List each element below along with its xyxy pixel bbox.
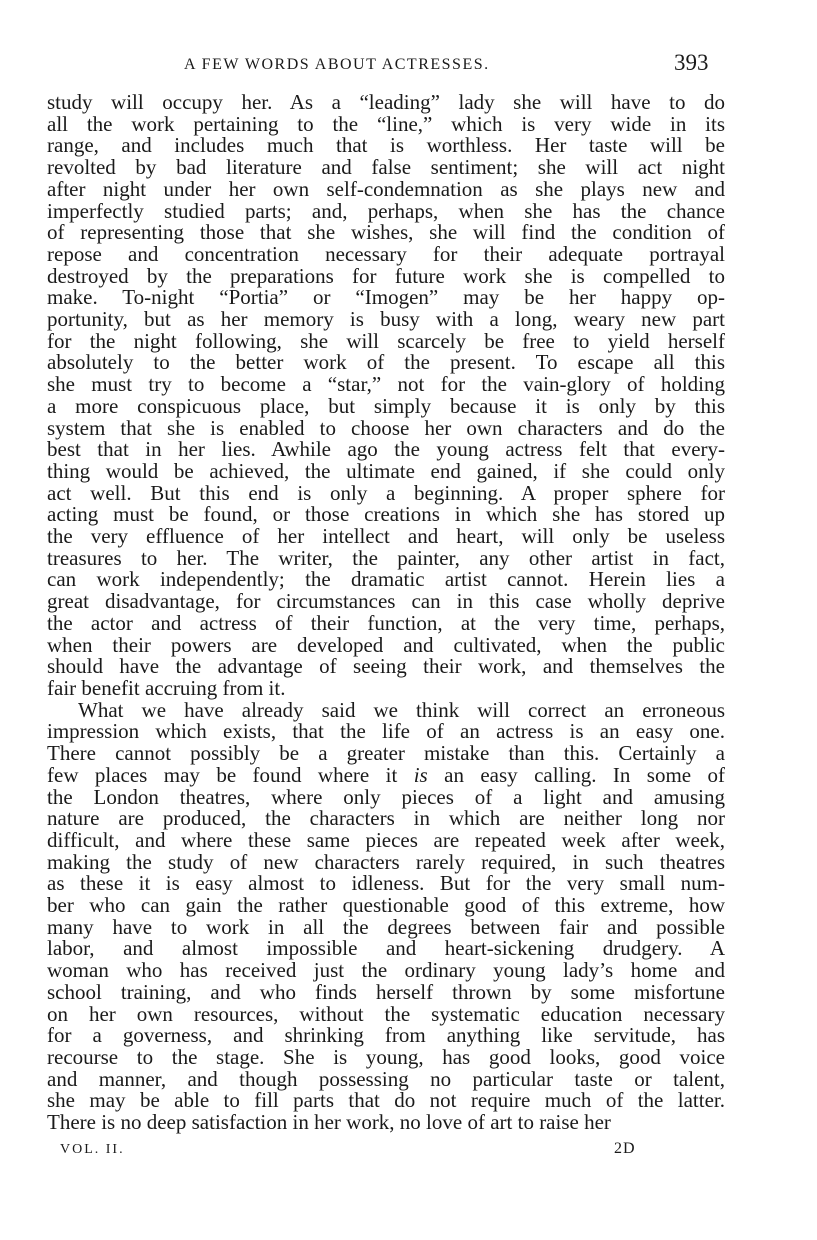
- text-line: for a governess, and shrinking from anything like servitude, has: [47, 1023, 725, 1048]
- text-line: woman who has received just the ordinary young lady’s home and: [47, 958, 725, 983]
- text-line: school training, and who finds herself thrown by some misfortune: [47, 979, 725, 1004]
- text-line: thing would be achieved, the ultimate end gained, if she could only: [47, 458, 725, 483]
- text-line: There is no deep satisfaction in her work, no love of art to raise her: [47, 1110, 611, 1135]
- text-line: make. To-night “Portia” or “Imogen” may be her happy op-: [47, 285, 725, 310]
- text-line: of representing those that she wishes, she will find the condition of: [47, 220, 725, 245]
- text-line: few places may be found where it is an easy calling. In some of: [47, 762, 726, 787]
- signature-mark: 2D: [614, 1140, 636, 1157]
- text-line: should have the advantage of seeing their work, and themselves the: [47, 654, 725, 679]
- text-line: the very effluence of her intellect and heart, will only be useless: [47, 524, 725, 549]
- text-line: the London theatres, where only pieces of a light and amusing: [47, 784, 725, 809]
- running-title: A FEW WORDS ABOUT ACTRESSES.: [184, 56, 490, 73]
- text-line: What we have already said we think will correct an erroneous: [78, 697, 725, 722]
- text-line: destroyed by the preparations for future work she is compelled to: [47, 263, 725, 288]
- text-line: range, and includes much that is worthless. Her taste will be: [47, 133, 725, 158]
- text-line: great disadvantage, for circumstances can in this case wholly deprive: [47, 589, 725, 614]
- text-line: nature are produced, the characters in which are neither long nor: [47, 806, 725, 831]
- text-line: all the work pertaining to the “line,” which is very wide in its: [47, 111, 725, 136]
- text-line: impression which exists, that the life of an actress is an easy one.: [47, 719, 725, 744]
- text-line: treasures to her. The writer, the painter, any other artist in fact,: [47, 545, 725, 570]
- text-line: recourse to the stage. She is young, has good looks, good voice: [47, 1044, 725, 1069]
- text-line: when their powers are developed and cultivated, when the public: [47, 632, 725, 657]
- text-line: best that in her lies. Awhile ago the young actress felt that every-: [47, 437, 725, 462]
- text-line: study will occupy her. As a “leading” lady she will have to do: [47, 90, 725, 114]
- text-line: act well. But this end is only a beginning. A proper sphere for: [47, 480, 725, 505]
- text-line: labor, and almost impossible and heart-sickening drudgery. A: [47, 936, 725, 961]
- text-line: acting must be found, or those creations in which she has stored up: [47, 502, 725, 527]
- text-line: revolted by bad literature and false sentiment; she will act night: [47, 155, 725, 180]
- text-line: for the night following, she will scarcely be free to yield herself: [47, 328, 725, 353]
- page-number: 393: [674, 50, 709, 75]
- text-line: making the study of new characters rarely required, in such theatres: [47, 849, 725, 874]
- text-line: repose and concentration necessary for their adequate portrayal: [47, 241, 725, 266]
- text-line: difficult, and where these same pieces are repeated week after week,: [47, 827, 725, 852]
- text-line: after night under her own self-condemnation as she plays new and: [47, 176, 725, 201]
- text-line: and manner, and though possessing no particular taste or talent,: [47, 1066, 725, 1091]
- text-line: she may be able to fill parts that do not require much of the latter.: [47, 1088, 725, 1113]
- text-line: fair benefit accruing from it.: [47, 675, 286, 700]
- text-line: absolutely to the better work of the present. To escape all this: [47, 350, 725, 375]
- text-line: ber who can gain the rather questionable good of this extreme, how: [47, 893, 725, 918]
- text-line: portunity, but as her memory is busy with a long, weary new part: [47, 307, 725, 332]
- text-line: many have to work in all the degrees between fair and possible: [47, 914, 725, 939]
- text-line: system that she is enabled to choose her own characters and do the: [47, 415, 725, 440]
- text-line: There cannot possibly be a greater mistake than this. Certainly a: [47, 741, 725, 766]
- text-line: on her own resources, without the systematic education necessary: [47, 1001, 725, 1026]
- text-line: can work independently; the dramatic artist cannot. Herein lies a: [47, 567, 725, 592]
- text-body: [47, 92, 725, 1134]
- text-line: as these it is easy almost to idleness. But for the very small num-: [47, 871, 725, 896]
- page-footer: [0, 1140, 817, 1170]
- running-head: [0, 48, 817, 88]
- text-line: she must try to become a “star,” not for the vain-glory of holding: [47, 372, 725, 397]
- volume-marker: VOL. II.: [60, 1142, 125, 1157]
- text-line: the actor and actress of their function, at the very time, perhaps,: [47, 610, 725, 635]
- text-line: a more conspicuous place, but simply because it is only by this: [47, 393, 725, 418]
- text-line: imperfectly studied parts; and, perhaps, when she has the chance: [47, 198, 725, 223]
